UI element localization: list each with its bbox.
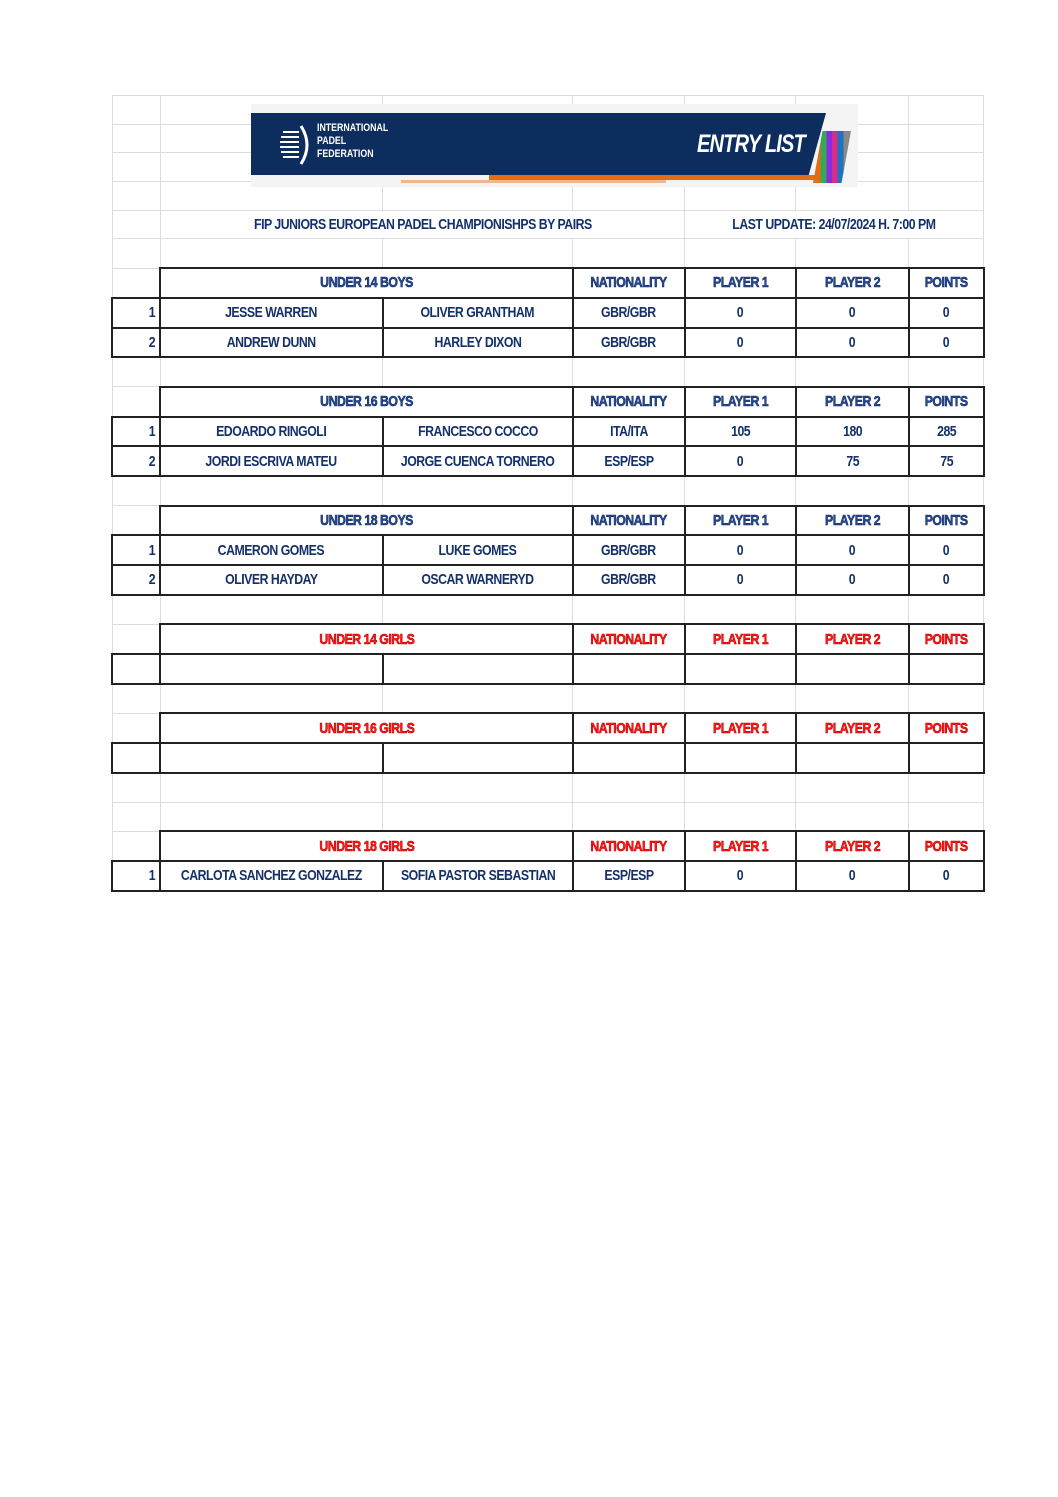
- total-points-text: 285: [936, 422, 956, 440]
- player2-name-text: LUKE GOMES: [438, 541, 517, 559]
- empty-cell: [573, 802, 685, 831]
- empty-cell: [112, 182, 160, 211]
- player2-header-text: PLAYER 2: [824, 511, 880, 529]
- player1-name-text: ANDREW DUNN: [226, 333, 316, 351]
- empty-cell: [160, 595, 383, 625]
- nationality-header: [573, 624, 685, 654]
- category-header-text: UNDER 18 BOYS: [320, 511, 413, 529]
- section-header: [112, 387, 984, 417]
- nationality-header-text: NATIONALITY: [590, 837, 667, 855]
- category-header: [160, 506, 573, 536]
- empty-cell: [685, 239, 796, 268]
- empty-cell: [112, 743, 160, 773]
- total-points-text: 0: [943, 867, 950, 885]
- player2-points-text: 75: [845, 452, 859, 470]
- total-points-text: 0: [943, 304, 950, 322]
- empty-cell: [160, 684, 383, 714]
- player2-header: [796, 387, 909, 417]
- player1-header: [685, 713, 796, 743]
- player2-points-text: 0: [849, 541, 856, 559]
- player1-points: [685, 446, 796, 476]
- empty-cell: [112, 96, 160, 125]
- player2-header-text: PLAYER 2: [824, 837, 880, 855]
- player2-points: [796, 535, 909, 565]
- empty-cell: [796, 476, 909, 506]
- empty-cell: [909, 96, 984, 125]
- empty-cell: [796, 743, 909, 773]
- nationality-cell-text: GBR/GBR: [601, 571, 657, 589]
- player2-points: [796, 298, 909, 328]
- empty-cell: [383, 357, 573, 387]
- section-header: [112, 831, 984, 861]
- nationality-header: [573, 506, 685, 536]
- player1-name-text: JORDI ESCRIVA MATEU: [205, 452, 337, 470]
- empty-cell: [160, 654, 383, 684]
- rank-cell-text: 1: [148, 304, 156, 322]
- empty-cell: [112, 153, 160, 182]
- player2-name-text: HARLEY DIXON: [434, 333, 522, 351]
- empty-cell: [685, 595, 796, 625]
- player2-header-text: PLAYER 2: [824, 393, 880, 411]
- total-points-text: 0: [943, 571, 950, 589]
- player1-name: [160, 861, 383, 891]
- rank-cell: [112, 298, 160, 328]
- empty-cell: [909, 124, 984, 153]
- player2-points-text: 0: [849, 304, 856, 322]
- rank-cell-text: 2: [148, 452, 156, 470]
- section-header: [112, 506, 984, 536]
- player2-name-text: OLIVER GRANTHAM: [420, 304, 535, 322]
- total-points-text: 0: [943, 333, 950, 351]
- empty-cell: [909, 476, 984, 506]
- total-points: [909, 298, 984, 328]
- empty-cell: [160, 802, 383, 831]
- player2-name-text: JORGE CUENCA TORNERO: [400, 452, 555, 470]
- nationality-cell-text: ITA/ITA: [609, 422, 648, 440]
- empty-cell: [573, 476, 685, 506]
- table-row: [112, 446, 984, 476]
- total-points-text: 0: [943, 541, 950, 559]
- rank-cell: [112, 565, 160, 595]
- player2-header: [796, 713, 909, 743]
- empty-cell: [112, 210, 160, 239]
- player2-name-text: SOFIA PASTOR SEBASTIAN: [400, 867, 555, 885]
- player1-points-text: 0: [737, 304, 744, 322]
- player1-name: [160, 565, 383, 595]
- rank-cell: [112, 328, 160, 358]
- blank-row: [112, 476, 984, 506]
- player1-header-text: PLAYER 1: [712, 393, 768, 411]
- empty-cell: [383, 773, 573, 802]
- nationality-header-text: NATIONALITY: [590, 719, 667, 737]
- player2-header: [796, 624, 909, 654]
- empty-cell: [383, 654, 573, 684]
- empty-cell: [112, 831, 160, 861]
- player2-header-text: PLAYER 2: [824, 630, 880, 648]
- fip-entry-list-banner: [251, 104, 858, 187]
- empty-cell: [685, 357, 796, 387]
- total-points-text: 75: [939, 452, 953, 470]
- category-header-text: UNDER 14 GIRLS: [318, 630, 414, 648]
- empty-cell: [112, 268, 160, 298]
- player2-header-text: PLAYER 2: [824, 274, 880, 292]
- federation-name: INTERNATIONAL PADEL FEDERATION: [317, 122, 389, 160]
- empty-cell: [796, 654, 909, 684]
- player2-header: [796, 268, 909, 298]
- player1-name: [160, 417, 383, 447]
- empty-cell: [112, 684, 160, 714]
- rank-cell-text: 1: [148, 867, 156, 885]
- player2-header: [796, 506, 909, 536]
- player1-name: [160, 298, 383, 328]
- category-header: [160, 387, 573, 417]
- section-header: [112, 624, 984, 654]
- player1-points-text: 0: [737, 452, 744, 470]
- rank-cell-text: 1: [148, 541, 156, 559]
- player2-points: [796, 446, 909, 476]
- player2-name-text: OSCAR WARNERYD: [421, 571, 534, 589]
- empty-cell: [112, 357, 160, 387]
- empty-cell: [573, 595, 685, 625]
- points-header-text: POINTS: [924, 837, 968, 855]
- empty-entry-row: [112, 654, 984, 684]
- player1-header: [685, 506, 796, 536]
- blank-row: [112, 773, 984, 802]
- empty-cell: [909, 773, 984, 802]
- points-header-text: POINTS: [924, 630, 968, 648]
- player1-points: [685, 535, 796, 565]
- empty-cell: [685, 684, 796, 714]
- empty-cell: [685, 476, 796, 506]
- total-points: [909, 446, 984, 476]
- player1-header: [685, 387, 796, 417]
- player1-header-text: PLAYER 1: [712, 630, 768, 648]
- player2-points: [796, 565, 909, 595]
- empty-cell: [160, 476, 383, 506]
- empty-cell: [685, 654, 796, 684]
- nationality-cell: [573, 298, 685, 328]
- blank-row: [112, 802, 984, 831]
- empty-cell: [112, 387, 160, 417]
- empty-cell: [383, 802, 573, 831]
- player2-points-text: 0: [849, 867, 856, 885]
- empty-cell: [112, 624, 160, 654]
- points-header-text: POINTS: [924, 274, 968, 292]
- rank-cell: [112, 535, 160, 565]
- player2-name: [383, 535, 573, 565]
- nationality-cell: [573, 861, 685, 891]
- nationality-header: [573, 831, 685, 861]
- rank-cell-text: 2: [148, 333, 156, 351]
- empty-cell: [112, 773, 160, 802]
- player1-name: [160, 328, 383, 358]
- nationality-header-text: NATIONALITY: [590, 630, 667, 648]
- empty-cell: [909, 595, 984, 625]
- table-row: [112, 565, 984, 595]
- title-row: [112, 210, 984, 239]
- nationality-cell-text: ESP/ESP: [604, 867, 654, 885]
- player1-header: [685, 831, 796, 861]
- empty-cell: [909, 182, 984, 211]
- empty-cell: [796, 773, 909, 802]
- category-header: [160, 624, 573, 654]
- player1-header-text: PLAYER 1: [712, 274, 768, 292]
- event-title: [160, 210, 685, 239]
- player1-header-text: PLAYER 1: [712, 511, 768, 529]
- empty-cell: [909, 153, 984, 182]
- player2-points: [796, 861, 909, 891]
- player2-name: [383, 446, 573, 476]
- nationality-header-text: NATIONALITY: [590, 393, 667, 411]
- nationality-cell: [573, 565, 685, 595]
- player1-points: [685, 298, 796, 328]
- nationality-header-text: NATIONALITY: [590, 274, 667, 292]
- empty-cell: [909, 743, 984, 773]
- empty-cell: [573, 357, 685, 387]
- rank-cell: [112, 417, 160, 447]
- empty-cell: [909, 239, 984, 268]
- category-header-text: UNDER 16 GIRLS: [318, 719, 414, 737]
- empty-cell: [796, 684, 909, 714]
- empty-cell: [160, 357, 383, 387]
- nationality-header-text: NATIONALITY: [590, 511, 667, 529]
- player1-name-text: OLIVER HAYDAY: [225, 571, 318, 589]
- nationality-header: [573, 713, 685, 743]
- player2-header-text: PLAYER 2: [824, 719, 880, 737]
- empty-cell: [796, 595, 909, 625]
- empty-cell: [383, 595, 573, 625]
- player2-name: [383, 328, 573, 358]
- total-points: [909, 417, 984, 447]
- points-header-text: POINTS: [924, 511, 968, 529]
- empty-cell: [796, 357, 909, 387]
- points-header: [909, 268, 984, 298]
- event-title-text: FIP JUNIORS EUROPEAN PADEL CHAMPIONISHPS BY PAIRS: [253, 216, 592, 234]
- empty-cell: [160, 743, 383, 773]
- player1-points: [685, 417, 796, 447]
- table-row: [112, 535, 984, 565]
- empty-cell: [112, 506, 160, 536]
- player1-header: [685, 624, 796, 654]
- total-points: [909, 565, 984, 595]
- category-header-text: UNDER 16 BOYS: [320, 393, 413, 411]
- player2-name: [383, 565, 573, 595]
- empty-cell: [112, 713, 160, 743]
- banner-title: ENTRY LIST: [697, 130, 805, 158]
- nationality-cell-text: GBR/GBR: [601, 304, 657, 322]
- empty-cell: [112, 239, 160, 268]
- section-header: [112, 713, 984, 743]
- empty-cell: [383, 239, 573, 268]
- points-header-text: POINTS: [924, 719, 968, 737]
- player1-header: [685, 268, 796, 298]
- player2-header: [796, 831, 909, 861]
- player2-name: [383, 861, 573, 891]
- category-header: [160, 713, 573, 743]
- player2-points-text: 0: [849, 333, 856, 351]
- player1-points-text: 0: [737, 541, 744, 559]
- points-header-text: POINTS: [924, 393, 968, 411]
- player2-name: [383, 417, 573, 447]
- empty-cell: [112, 595, 160, 625]
- last-update-text: LAST UPDATE: 24/07/2024 H. 7:00 PM: [732, 216, 936, 234]
- player2-name-text: FRANCESCO COCCO: [417, 422, 538, 440]
- points-header: [909, 713, 984, 743]
- player1-points: [685, 861, 796, 891]
- player2-points: [796, 417, 909, 447]
- nationality-cell-text: ESP/ESP: [604, 452, 654, 470]
- empty-cell: [112, 124, 160, 153]
- empty-cell: [685, 773, 796, 802]
- player1-name-text: JESSE WARREN: [225, 304, 318, 322]
- nationality-header: [573, 387, 685, 417]
- total-points: [909, 861, 984, 891]
- empty-entry-row: [112, 743, 984, 773]
- nationality-cell: [573, 417, 685, 447]
- empty-cell: [909, 654, 984, 684]
- player1-name: [160, 535, 383, 565]
- entry-list-sheet: [111, 95, 985, 892]
- points-header: [909, 831, 984, 861]
- player1-header-text: PLAYER 1: [712, 719, 768, 737]
- empty-cell: [685, 802, 796, 831]
- total-points: [909, 535, 984, 565]
- nationality-header: [573, 268, 685, 298]
- last-update: [685, 210, 984, 239]
- empty-cell: [383, 743, 573, 773]
- table-row: [112, 861, 984, 891]
- blank-row: [112, 595, 984, 625]
- blank-row: [112, 684, 984, 714]
- player1-points: [685, 328, 796, 358]
- section-header: [112, 268, 984, 298]
- nationality-cell-text: GBR/GBR: [601, 333, 657, 351]
- category-header-text: UNDER 18 GIRLS: [318, 837, 414, 855]
- category-header: [160, 831, 573, 861]
- empty-cell: [573, 239, 685, 268]
- player2-name: [383, 298, 573, 328]
- points-header: [909, 624, 984, 654]
- category-header: [160, 268, 573, 298]
- player1-name-text: CARLOTA SANCHEZ GONZALEZ: [180, 867, 362, 885]
- empty-cell: [909, 802, 984, 831]
- table-row: [112, 298, 984, 328]
- points-header: [909, 506, 984, 536]
- empty-cell: [909, 357, 984, 387]
- nationality-cell-text: GBR/GBR: [601, 541, 657, 559]
- rank-cell-text: 1: [148, 422, 156, 440]
- empty-cell: [573, 654, 685, 684]
- empty-cell: [909, 684, 984, 714]
- table-row: [112, 417, 984, 447]
- points-header: [909, 387, 984, 417]
- player1-name: [160, 446, 383, 476]
- category-header-text: UNDER 14 BOYS: [320, 274, 413, 292]
- player1-name-text: CAMERON GOMES: [218, 541, 325, 559]
- empty-cell: [573, 684, 685, 714]
- empty-cell: [796, 802, 909, 831]
- empty-cell: [685, 743, 796, 773]
- rank-cell: [112, 861, 160, 891]
- empty-cell: [383, 684, 573, 714]
- table-row: [112, 328, 984, 358]
- empty-cell: [160, 773, 383, 802]
- player1-points: [685, 565, 796, 595]
- empty-cell: [112, 802, 160, 831]
- blank-row: [112, 239, 984, 268]
- player2-points: [796, 328, 909, 358]
- player1-points-text: 0: [737, 571, 744, 589]
- empty-cell: [112, 654, 160, 684]
- empty-cell: [573, 773, 685, 802]
- empty-cell: [573, 743, 685, 773]
- empty-cell: [796, 239, 909, 268]
- empty-cell: [160, 239, 383, 268]
- rank-cell-text: 2: [148, 571, 156, 589]
- player2-points-text: 180: [842, 422, 862, 440]
- player1-header-text: PLAYER 1: [712, 837, 768, 855]
- player1-name-text: EDOARDO RINGOLI: [216, 422, 327, 440]
- rank-cell: [112, 446, 160, 476]
- nationality-cell: [573, 535, 685, 565]
- fip-emblem-icon: [277, 122, 311, 168]
- total-points: [909, 328, 984, 358]
- nationality-cell: [573, 328, 685, 358]
- player1-points-text: 105: [730, 422, 750, 440]
- player2-points-text: 0: [849, 571, 856, 589]
- blank-row: [112, 357, 984, 387]
- empty-cell: [112, 476, 160, 506]
- player1-points-text: 0: [737, 333, 744, 351]
- nationality-cell: [573, 446, 685, 476]
- empty-cell: [383, 476, 573, 506]
- player1-points-text: 0: [737, 867, 744, 885]
